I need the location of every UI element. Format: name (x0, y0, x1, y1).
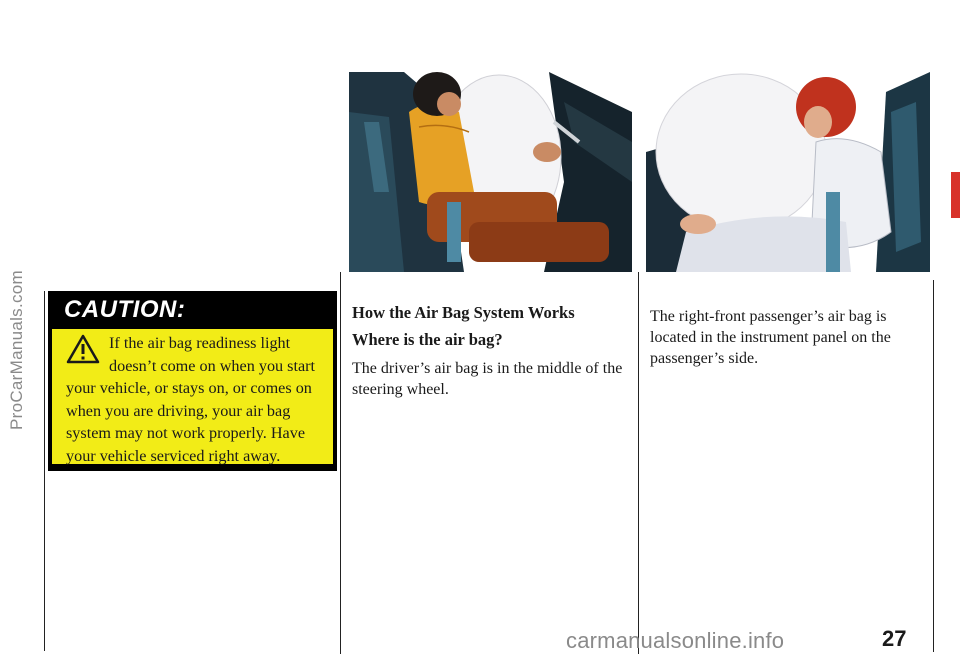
watermark-carmanualsonline: carmanualsonline.info (566, 628, 785, 653)
driver-airbag-illustration (349, 72, 632, 272)
column-rule-middle (340, 272, 341, 654)
watermark-procarmanuals-text: ProCarManuals.com (7, 269, 27, 431)
caution-title: CAUTION: (64, 296, 186, 323)
column-rule-far-right (933, 280, 934, 652)
column-rule-right (638, 272, 639, 654)
edge-tab-marker (951, 172, 960, 218)
right-body-text: The right-front passenger’s air bag is located in the instrument panel on the passenger’s side. (650, 308, 891, 367)
warning-triangle-icon (66, 334, 100, 364)
middle-body-text: The driver’s air bag is in the middle of the steering wheel. (352, 360, 623, 398)
right-column (650, 306, 920, 369)
caution-box (48, 291, 337, 471)
watermark-procarmanuals (3, 230, 31, 470)
page-number: 27 (882, 626, 907, 651)
column-rule-left (44, 291, 45, 651)
caution-text: If the air bag readiness light doesn’t come on when you start your vehicle, or stays on, or comes on when you are driving, your air bag system may not work properly. Have your vehicle serviced right away. (66, 334, 316, 465)
middle-column (352, 303, 637, 400)
passenger-airbag-illustration (646, 72, 930, 272)
caution-body (52, 329, 333, 464)
section-title: How the Air Bag System Works (352, 303, 575, 322)
subheading: Where is the air bag? (352, 330, 503, 349)
